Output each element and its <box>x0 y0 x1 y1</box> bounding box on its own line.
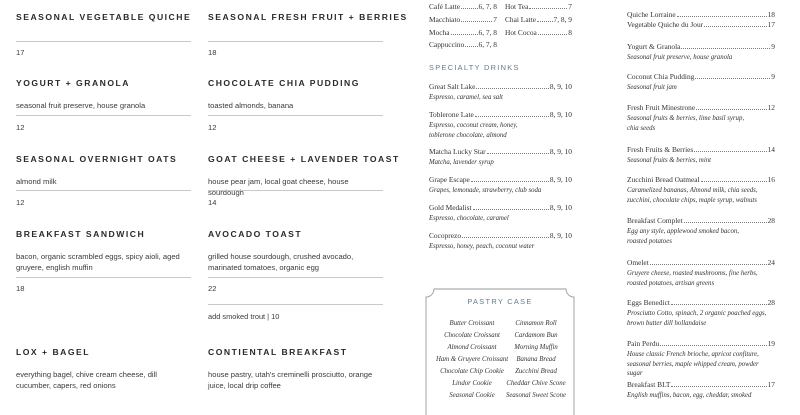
food-row <box>627 42 775 51</box>
food-row <box>627 216 775 225</box>
coffee-row <box>429 15 497 24</box>
item-description: everything bagel, chive cream cheese, dill cucumber, capers, red onions <box>16 370 157 390</box>
food-name: Breakfast Complet <box>627 216 683 225</box>
pastry-item: Butter Croissant <box>449 320 495 327</box>
divider <box>208 304 383 305</box>
food-price: 19 <box>767 339 775 348</box>
pastry-item: Ham & Gruyere Croissant <box>436 356 509 363</box>
pastry-item: Banana Bread <box>516 356 556 363</box>
item-description: almond milk <box>16 177 57 186</box>
drink-name: Matcha Lucky Star <box>429 147 486 156</box>
item-name: AVOCADO TOAST <box>208 229 303 239</box>
menu-item <box>16 347 191 390</box>
food-row <box>627 145 775 154</box>
food-description: Gruyere cheese, roasted mushrooms, fine herbs, roasted potatoes, artisan greens <box>627 270 758 287</box>
food-price: 24 <box>767 258 775 267</box>
food-price: 14 <box>767 145 775 154</box>
item-price: 18 <box>208 48 217 57</box>
food-row <box>627 103 775 112</box>
item-name: CONTIENTAL BREAKFAST <box>208 347 348 357</box>
drink-row <box>429 203 572 212</box>
menu-item <box>208 78 383 132</box>
item-description: seasonal fruit preserve, house granola <box>16 101 146 110</box>
item-description: house pastry, utah's creminelli prosciutto, orange juice, local drip coffee <box>208 370 373 390</box>
food-row <box>627 72 775 81</box>
divider <box>208 277 383 278</box>
drink-price: 7, 8, 9 <box>553 15 572 24</box>
food-row <box>627 175 775 184</box>
item-price: 12 <box>16 198 25 207</box>
food-name: Zucchini Bread Oatmeal <box>627 175 700 184</box>
item-name: SEASONAL VEGETABLE QUICHE <box>16 12 192 22</box>
food-name: Coconut Chia Pudding <box>627 72 695 81</box>
item-name: YOGURT + GRANOLA <box>16 78 130 88</box>
item-name: BREAKFAST SANDWICH <box>16 229 146 239</box>
food-description: Seasonal fruit jam <box>627 84 677 91</box>
pastry-item: Seasonal Sweet Scone <box>505 392 567 399</box>
food-row <box>627 258 775 267</box>
pastry-item: Cheddar Chive Scone <box>506 380 566 387</box>
food-price: 28 <box>767 298 775 307</box>
food-name: Vegetable Quiche du Jour <box>627 20 704 29</box>
drink-name: Chai Latte <box>505 15 536 24</box>
item-name: SEASONAL FRESH FRUIT + BERRIES <box>208 12 408 22</box>
drink-description: Espresso, honey, peach, coconut water <box>429 243 535 250</box>
food-description: Caramelized bananas, Almond milk, chia seeds, zucchini, chocolate chips, maple syrup, walnuts <box>627 187 758 204</box>
drink-name: Grape Escape <box>429 175 470 184</box>
food-name: Pain Perdu <box>627 339 660 348</box>
food-name: Yogurt & Granola <box>627 42 681 51</box>
item-name: SEASONAL OVERNIGHT OATS <box>16 154 178 164</box>
coffee-row <box>429 40 497 49</box>
food-row <box>627 380 775 389</box>
drink-price: 8 <box>568 28 572 37</box>
item-name: GOAT CHEESE + LAVENDER TOAST <box>208 154 400 164</box>
drink-name: Mocha <box>429 28 450 37</box>
food-name: Quiche Lorraine <box>627 10 676 19</box>
drink-price: 8, 9, 10 <box>549 110 572 119</box>
food-description: Egg any style, applewood smoked bacon, roasted potatoes <box>627 228 739 245</box>
drink-row <box>429 110 572 119</box>
food-row <box>627 10 775 19</box>
divider <box>16 115 191 116</box>
divider <box>208 41 383 42</box>
menu-item <box>208 347 383 390</box>
menu-item <box>16 12 192 57</box>
food-price: 16 <box>767 175 775 184</box>
pastry-item: Seasonal Cookie <box>449 392 495 399</box>
drink-description: Espresso, chocolate, caramel <box>429 215 509 222</box>
item-price: 18 <box>16 284 25 293</box>
menu-item <box>208 154 400 207</box>
section-title: SPECIALTY DRINKS <box>429 63 520 72</box>
food-description: Seasonal fruit preserve, house granola <box>627 54 733 61</box>
item-price: 12 <box>16 123 25 132</box>
coffee-row <box>505 15 572 24</box>
food-name: Eggs Benedict <box>627 298 670 307</box>
food-description: Prosciutto Cotto, spinach, 2 organic poached eggs, brown butter dill hollandaise <box>627 310 767 327</box>
drink-name: Café Latte <box>429 2 460 11</box>
drink-price: 6, 7, 8 <box>478 2 497 11</box>
item-price: 17 <box>16 48 25 57</box>
food-price: 28 <box>767 216 775 225</box>
item-description: grilled house sourdough, crushed avocado, marinated tomatoes, organic egg <box>208 252 354 272</box>
drink-price: 7 <box>568 2 572 11</box>
food-price: 18 <box>767 10 775 19</box>
drink-row <box>429 82 572 91</box>
food-description: English muffins, bacon, egg, cheddar, smoked <box>627 392 752 399</box>
pastry-item: Cardamom Bun <box>514 332 558 339</box>
drink-name: Hot Tea <box>505 2 529 11</box>
pastry-item: Zucchini Bread <box>515 368 557 375</box>
menu-item <box>208 229 383 321</box>
drink-price: 8, 9, 10 <box>549 203 572 212</box>
drink-name: Toblerone Late <box>429 110 474 119</box>
drink-price: 8, 9, 10 <box>549 82 572 91</box>
food-price: 17 <box>767 20 775 29</box>
food-description: Seasonal fruits & berries, lime basil syrup, chia seeds <box>627 115 745 132</box>
item-price: 14 <box>208 198 217 207</box>
drink-row <box>429 147 572 156</box>
drink-name: Hot Cocoa <box>505 28 537 37</box>
pastry-item: Morning Muffin <box>514 344 558 351</box>
drink-price: 6, 7, 8 <box>478 28 497 37</box>
coffee-row <box>505 2 572 11</box>
pastry-item: Chocolate Croissant <box>444 332 500 339</box>
food-name: Breakfast BLT <box>627 380 671 389</box>
drink-name: Macchiato <box>429 15 461 24</box>
item-price: 12 <box>208 123 217 132</box>
menu-item <box>16 78 191 132</box>
drink-price: 6, 7, 8 <box>478 40 497 49</box>
food-name: Fresh Fruit Minestrone <box>627 103 696 112</box>
item-price: 22 <box>208 284 217 293</box>
drink-description: Matcha, lavender syrup <box>429 159 494 166</box>
pastry-item: Cinnamon Roll <box>515 320 557 327</box>
food-price: 17 <box>767 380 775 389</box>
drink-name: Gold Medalist <box>429 203 472 212</box>
divider <box>208 190 383 191</box>
pastry-item: Chocolate Chip Cookie <box>440 368 504 375</box>
drink-price: 8, 9, 10 <box>549 175 572 184</box>
menu-item <box>208 12 408 57</box>
divider <box>16 41 191 42</box>
item-name: LOX + BAGEL <box>16 347 91 357</box>
drink-description: Espresso, caramel, sea salt <box>429 94 503 101</box>
drink-price: 8, 9, 10 <box>549 231 572 240</box>
item-description: toasted almonds, banana <box>208 101 294 110</box>
pastry-title: PASTRY CASE <box>467 297 533 306</box>
item-addon: add smoked trout | 10 <box>208 312 280 321</box>
food-row <box>627 298 775 307</box>
drink-row <box>429 231 572 240</box>
food-price: 9 <box>771 42 775 51</box>
pastry-item: Almond Croissant <box>447 344 497 351</box>
drink-name: Cocoprezo <box>429 231 462 240</box>
drink-description: Espresso, coconut cream, honey, toblerone chocolate, almond <box>429 122 518 139</box>
divider <box>16 190 191 191</box>
drink-name: Great Salt Lake <box>429 82 476 91</box>
menu-item <box>16 154 191 207</box>
food-row <box>627 20 775 29</box>
drink-description: Grapes, lemonade, strawberry, club soda <box>429 187 542 194</box>
food-row <box>627 339 775 348</box>
item-name: CHOCOLATE CHIA PUDDING <box>208 78 360 88</box>
food-description: House classic French brioche, apricot confiture, seasonal berries, maple whipped cream, powder sugar <box>627 351 759 377</box>
coffee-row <box>429 2 497 11</box>
coffee-row <box>429 28 497 37</box>
item-description: bacon, organic scrambled eggs, spicy aioli, aged gruyere, english muffin <box>16 252 180 272</box>
coffee-row <box>505 28 572 37</box>
divider <box>16 277 191 278</box>
food-description: Seasonal fruits & berries, mint <box>627 157 712 164</box>
drink-row <box>429 175 572 184</box>
drink-price: 7 <box>493 15 497 24</box>
drink-name: Cappuccino <box>429 40 465 49</box>
food-price: 12 <box>767 103 775 112</box>
menu-item <box>16 229 191 293</box>
food-price: 9 <box>771 72 775 81</box>
item-description: house pear jam, local goat cheese, house sourdough <box>208 177 349 197</box>
food-name: Fresh Fruits & Berries <box>627 145 694 154</box>
divider <box>208 115 383 116</box>
drink-price: 8, 9, 10 <box>549 147 572 156</box>
food-name: Omelet <box>627 258 649 267</box>
pastry-item: Lindor Cookie <box>452 380 492 387</box>
